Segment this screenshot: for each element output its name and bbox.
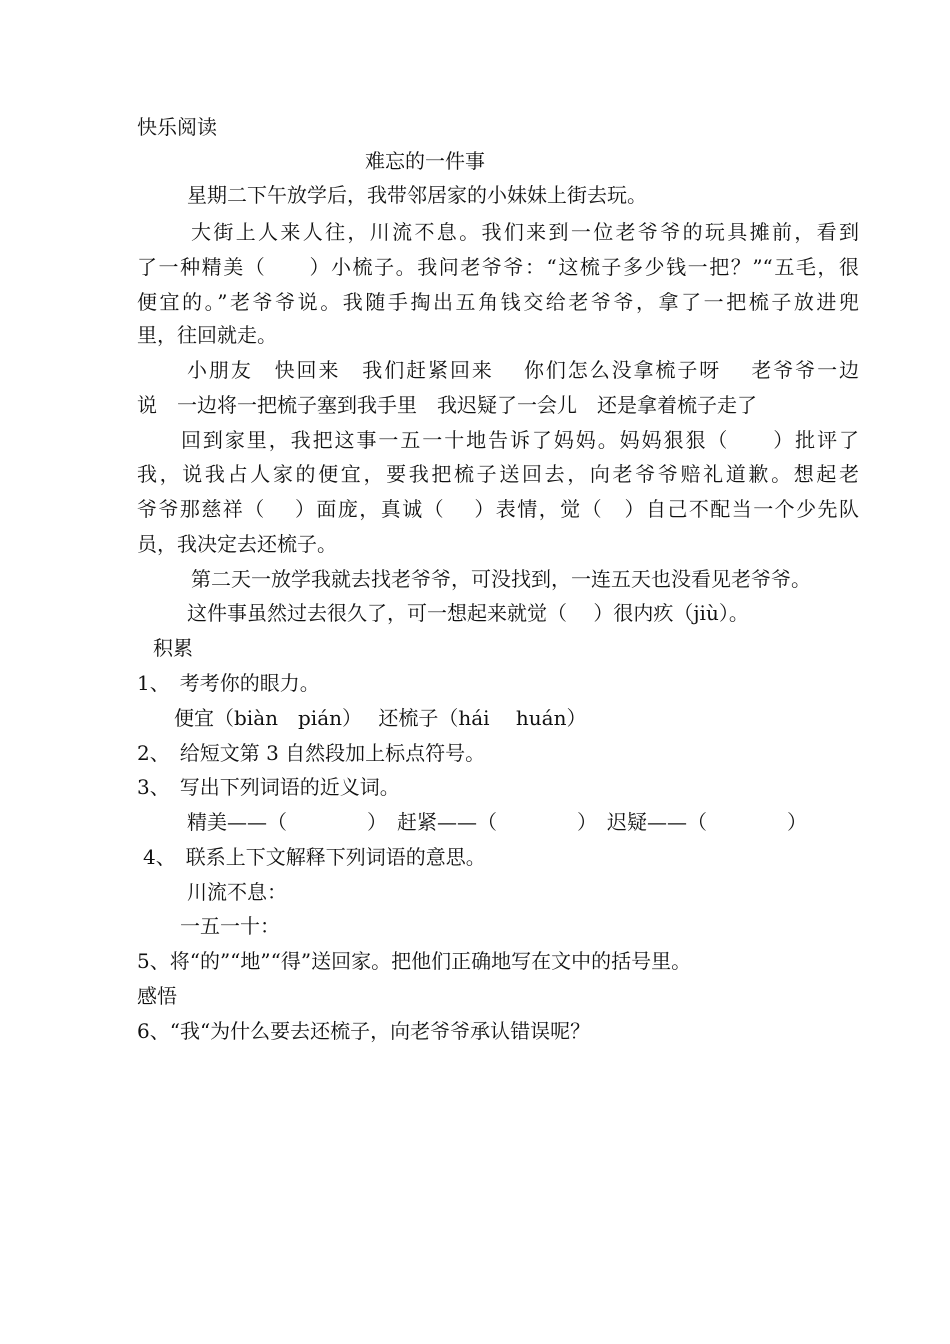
paragraph-2-line-1: 大街上人来人往，川流不息。我们来到一位老爷爷的玩具摊前，看到: [191, 220, 859, 244]
question-1: 1、 考考你的眼力。: [137, 671, 320, 695]
section-heading-reflection: 感悟: [137, 984, 177, 1008]
paragraph-4-line-3: 爷爷那慈祥（ ）面庞，真诚（ ）表情，觉（ ）自己不配当一个少先队: [137, 497, 859, 521]
question-4: 4、 联系上下文解释下列词语的意思。: [143, 845, 486, 869]
question-3-detail: 精美——（ ） 赶紧——（ ） 迟疑——（ ）: [187, 810, 807, 834]
paragraph-4-line-4: 员，我决定去还梳子。: [137, 532, 337, 556]
paragraph-4-line-2: 我，说我占人家的便宜，要我把梳子送回去，向老爷爷赔礼道歉。想起老: [137, 462, 859, 486]
paragraph-3-line-2: 说 一边将一把梳子塞到我手里 我迟疑了一会儿 还是拿着梳子走了: [137, 393, 757, 417]
question-4-item-1: 川流不息：: [187, 880, 287, 904]
paragraph-5: 第二天一放学我就去找老爷爷，可没找到，一连五天也没看见老爷爷。: [191, 567, 811, 591]
question-6: 6、“我“为什么要去还梳子，向老爷爷承认错误呢？: [137, 1019, 591, 1043]
section-heading-reading: 快乐阅读: [137, 115, 217, 139]
question-1-detail: 便宜（biàn pián） 还梳子（hái huán）: [174, 706, 587, 730]
paragraph-3-line-1: 小朋友 快回来 我们赶紧回来 你们怎么没拿梳子呀 老爷爷一边: [187, 358, 859, 382]
paragraph-2-line-4: 里，往回就走。: [137, 323, 277, 347]
paragraph-2-line-3: 便宜的。”老爷爷说。我随手掏出五角钱交给老爷爷，拿了一把梳子放进兜: [137, 290, 859, 314]
question-4-item-2: 一五一十：: [180, 914, 280, 938]
paragraph-6: 这件事虽然过去很久了，可一想起来就觉（ ）很内疚（jiù）。: [187, 601, 749, 625]
question-2: 2、 给短文第 3 自然段加上标点符号。: [137, 741, 486, 765]
paragraph-4-line-1: 回到家里，我把这事一五一十地告诉了妈妈。妈妈狠狠（ ）批评了: [181, 428, 859, 452]
paragraph-2-line-2: 了一种精美（ ）小梳子。我问老爷爷：“这梳子多少钱一把？”“五毛，很: [137, 255, 859, 279]
question-3: 3、 写出下列词语的近义词。: [137, 775, 400, 799]
article-title: 难忘的一件事: [365, 149, 485, 173]
section-heading-accumulation: 积累: [153, 636, 193, 660]
question-5: 5、将“的”“地”“得”送回家。把他们正确地写在文中的括号里。: [137, 949, 692, 973]
paragraph-1: 星期二下午放学后，我带邻居家的小妹妹上街去玩。: [187, 183, 647, 207]
